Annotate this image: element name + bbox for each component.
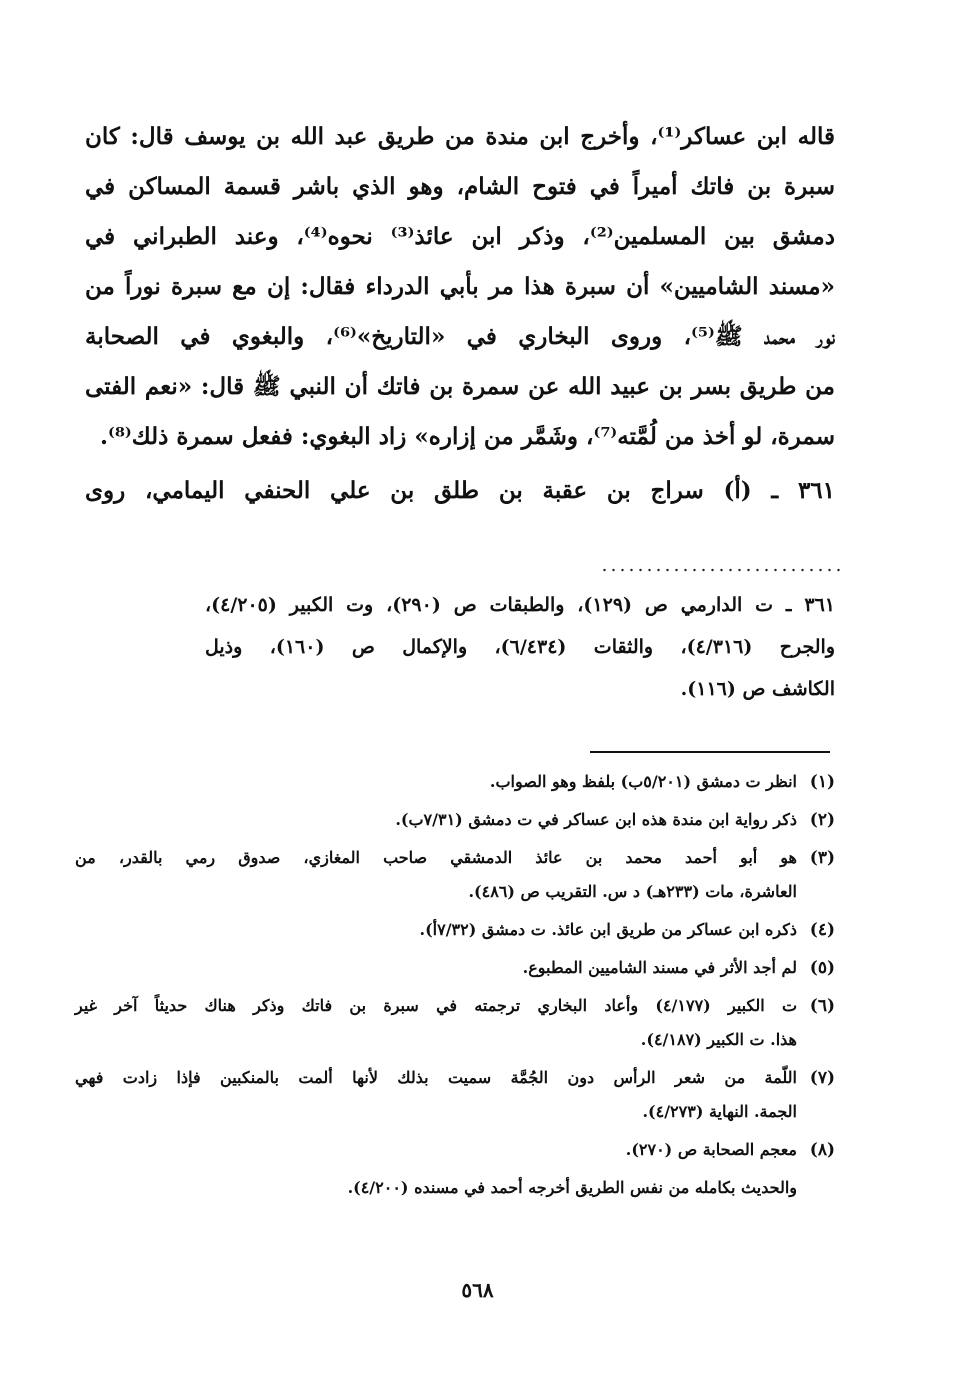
footnote-rule	[590, 751, 830, 753]
footnote	[75, 913, 835, 947]
footnote	[75, 841, 835, 909]
sources-line: ٣٦١ ـ ت الدارمي ص (١٢٩)، والطبقات ص (٢٩٠)، وت الكبير (٤/٢٠٥)،	[205, 594, 835, 616]
footnote-number: (٢)	[809, 810, 835, 830]
dotted-separator	[600, 568, 840, 572]
footnote-text: الجمة. النهاية (٤/٢٧٣).	[642, 1102, 797, 1121]
footnote-number: (٥)	[809, 958, 835, 978]
footnote-number: (٣)	[809, 848, 835, 868]
footnote-number: (٨)	[809, 1140, 835, 1160]
entry-heading: ٣٦١ ـ (أ) سراج بن عقبة بن طلق بن علي الحنفي اليمامي، روى	[85, 477, 835, 504]
footnote-text: انظر ت دمشق (٥/٢٠١ب) بلفظ وهو الصواب.	[489, 772, 797, 791]
main-text-line: سمرة، لو أخذ من لُمَّته⁽⁷⁾، وشَمَّر من إزاره» زاد البغوي: ففعل سمرة ذلك⁽⁸⁾.	[99, 423, 835, 450]
footnote-text: اللّمة من شعر الرأس دون الجُمَّة سميت بذلك لأنها ألمت بالمنكبين فإذا زادت فهي	[75, 1068, 797, 1087]
footnote-text: هو أبو أحمد محمد بن عائذ الدمشقي صاحب المغازي، صدوق رمي بالقدر، من	[75, 848, 797, 867]
main-text-line: من طريق بسر بن عبيد الله عن سمرة بن فاتك أن النبي ﷺ قال: «نعم الفتى	[85, 373, 835, 400]
footnote-text: ت الكبير (٤/١٧٧) وأعاد البخاري ترجمته في سبرة بن فاتك وذكر هناك حديثاً آخر غير	[75, 996, 798, 1015]
main-text-line: سبرة بن فاتك أميراً في فتوح الشام، وهو الذي باشر قسمة المساكن في	[85, 173, 835, 200]
footnote-text: ذكره ابن عساكر من طريق ابن عائذ. ت دمشق (٧/٣٢أ).	[419, 920, 797, 939]
footnote-text: ذكر رواية ابن مندة هذه ابن عساكر في ت دمشق (٧/٣١ب).	[395, 810, 797, 829]
sources-line: الكاشف ص (١١٦).	[680, 678, 835, 700]
main-text	[85, 112, 835, 516]
footnote-number: (٤)	[809, 920, 835, 940]
footnote-number: (٧)	[809, 1068, 835, 1088]
main-text-line: قاله ابن عساكر⁽¹⁾، وأخرج ابن مندة من طريق عبد الله بن يوسف قال: كان	[85, 123, 835, 150]
footnote-number: (٦)	[809, 996, 835, 1016]
page-number: ٥٦٨	[461, 1278, 494, 1302]
main-text-line: نور محمد ﷺ⁽⁵⁾، وروى البخاري في «التاريخ»⁽⁶⁾، والبغوي في الصحابة	[85, 323, 835, 350]
main-text-line: «مسند الشاميين» أن سبرة هذا مر بأبي الدرداء فقال: إن مع سبرة نوراً من	[85, 273, 835, 300]
footnote-continuation	[75, 1171, 835, 1205]
footnote	[75, 803, 835, 837]
footnote-text: العاشرة، مات (٢٣٣هـ) د س. التقريب ص (٤٨٦).	[468, 882, 797, 901]
entry-sources	[205, 584, 835, 710]
footnote	[75, 951, 835, 985]
footnote	[75, 989, 835, 1057]
footnote-text: والحديث بكامله من نفس الطريق أخرجه أحمد في مسنده (٤/٢٠٠).	[347, 1178, 797, 1197]
sources-line: والجرح (٤/٣١٦)، والثقات (٦/٤٣٤)، والإكمال ص (١٦٠)، وذيل	[205, 636, 835, 658]
footnote	[75, 765, 835, 799]
footnote	[75, 1133, 835, 1167]
main-text-line: دمشق بين المسلمين⁽²⁾، وذكر ابن عائذ⁽³⁾ نحوه⁽⁴⁾، وعند الطبراني في	[85, 223, 835, 250]
footnote-number: (١)	[809, 772, 835, 792]
footnote	[75, 1061, 835, 1129]
footnote-text: هذا. ت الكبير (٤/١٨٧).	[640, 1030, 797, 1049]
footnotes	[75, 765, 835, 1205]
footnote-text: لم أجد الأثر في مسند الشاميين المطبوع.	[522, 958, 797, 977]
footnote-text: معجم الصحابة ص (٢٧٠).	[625, 1140, 797, 1159]
